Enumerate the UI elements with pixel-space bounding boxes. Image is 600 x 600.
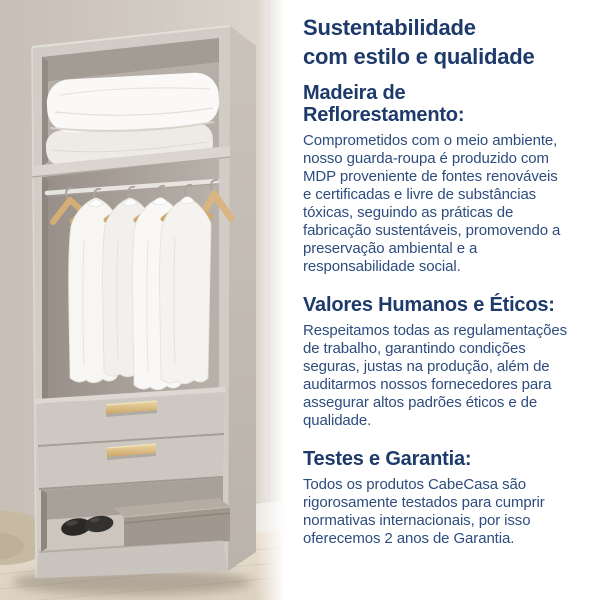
shirt-4 bbox=[160, 185, 211, 384]
section-human-ethical-values bbox=[303, 294, 569, 430]
drawer-unit bbox=[36, 387, 225, 490]
top-shelf-compartment bbox=[42, 38, 220, 166]
bottom-compartment-left-wall bbox=[41, 490, 47, 552]
section-body: Comprometidos com o meio ambiente, nosso guarda-roupa é produzido com MDP proveniente de fontes renováveis e certificadas e livre de substâncias tóxicas, seguindo as práticas de fabricação sustentáveis, promovendo a preservação ambiental e a responsabilidade social. bbox=[303, 132, 561, 275]
heading-line: Madeira de bbox=[303, 82, 406, 104]
section-reforestation-wood bbox=[303, 82, 569, 276]
wardrobe bbox=[32, 26, 256, 578]
section-heading bbox=[303, 448, 569, 470]
wardrobe-photo bbox=[0, 0, 285, 600]
section-body: Respeitamos todas as regulamentações de trabalho, garantindo condições seguras, justas na produção, além de auditarmos nossos fornecedores para assegurar altos padrões éticos e de qualidade. bbox=[303, 322, 568, 429]
title-line-1: Sustentabilidade bbox=[303, 15, 476, 40]
page-title bbox=[303, 13, 569, 71]
heading-line: Valores Humanos e Éticos: bbox=[303, 294, 555, 316]
photo-fade bbox=[256, 0, 285, 600]
wardrobe-side-panel bbox=[228, 26, 256, 571]
section-body: Todos os produtos CabeCasa são rigorosamente testados para cumprir normativas internacionais, por isso oferecemos 2 anos de Garantia. bbox=[303, 476, 545, 547]
text-column bbox=[303, 13, 569, 566]
section-heading bbox=[303, 294, 569, 316]
heading-line: Testes e Garantia: bbox=[303, 448, 472, 470]
pillow-top bbox=[46, 72, 221, 134]
section-heading bbox=[303, 82, 569, 126]
hanging-left-wall bbox=[42, 177, 48, 405]
hanging-compartment bbox=[42, 158, 231, 405]
section-tests-warranty bbox=[303, 448, 569, 548]
title-line-2: com estilo e qualidade bbox=[303, 44, 535, 69]
heading-line: Reflorestamento: bbox=[303, 104, 465, 126]
